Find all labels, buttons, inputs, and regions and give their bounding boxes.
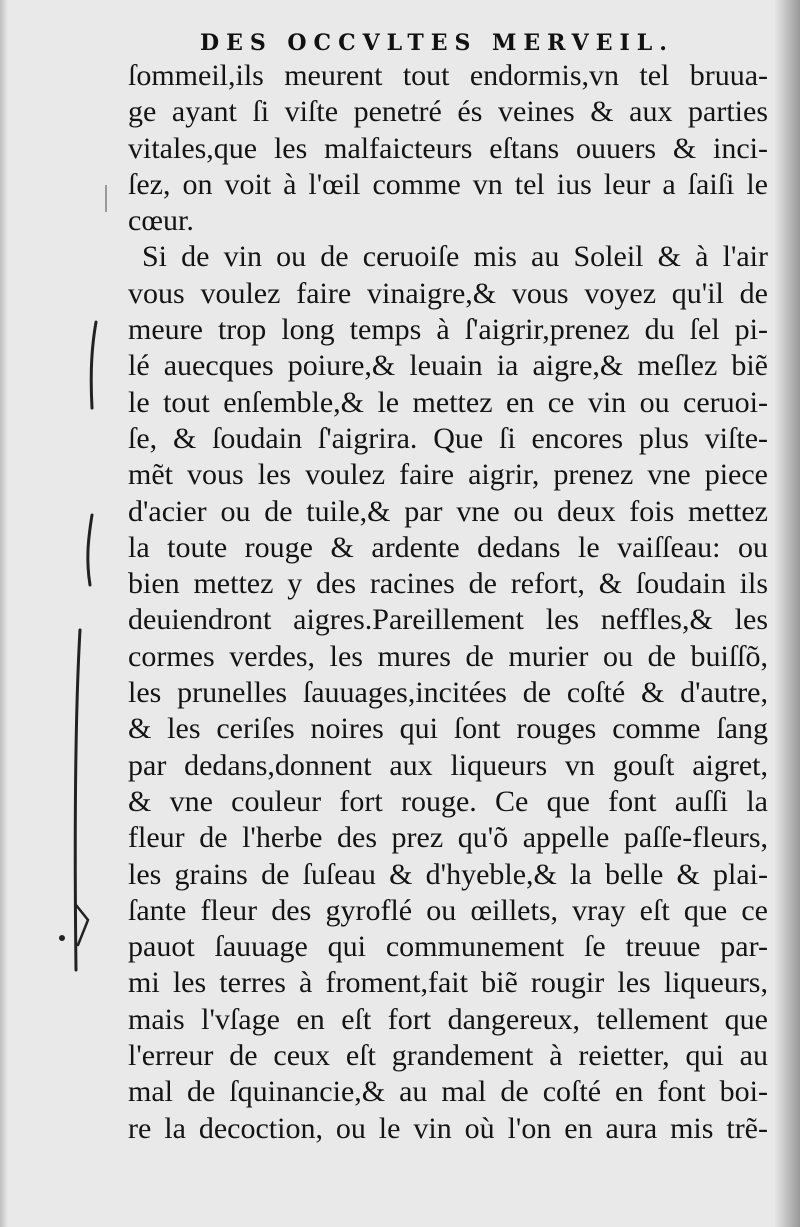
- text-line: la toute rouge & ardente dedans le vaiſſeau: ou: [128, 530, 768, 564]
- text-line: vitales,que les malfaicteurs eſtans ouuers & inci-: [128, 131, 768, 165]
- text-line: ſommeil,ils meurent tout endormis,vn tel bruua-: [128, 59, 768, 92]
- text-line: lé auecques poiure,& leuain ia aigre,& meſlez biẽ: [128, 349, 768, 383]
- text-line: par dedans,donnent aux liqueurs vn gouſt aigret,: [128, 748, 768, 782]
- text-line: mẽt vous les voulez faire aigrir, prenez vne piece: [128, 458, 768, 492]
- margin-bracket-upper: [91, 322, 96, 408]
- text-line: cœur.: [128, 204, 194, 238]
- text-line: fleur de l'herbe des prez qu'õ appelle paſſe-fleurs,: [128, 821, 768, 855]
- text-line: les prunelles ſauuages,incitées de coſté & d'autre,: [128, 676, 768, 710]
- text-line: deuiendront aigres.Pareillement les neffles,& les: [128, 603, 768, 637]
- margin-flourish: [76, 905, 88, 945]
- text-line: Si de vin ou de ceruoiſe mis au Soleil & à l'air: [142, 240, 768, 274]
- text-line: pauot ſauuage qui communement ſe treuue par-: [128, 930, 768, 964]
- margin-dot: [59, 935, 65, 941]
- text-line: ſez, on voit à l'œil comme vn tel ius leur a ſaiſi le: [128, 167, 768, 201]
- text-line: l'erreur de ceux eſt grandement à reietter, qui au: [128, 1039, 768, 1073]
- text-line: mi les terres à froment,fait biẽ rougir les liqueurs,: [128, 966, 768, 1000]
- text-line: bien mettez y des racines de refort, & ſoudain ils: [128, 567, 768, 601]
- text-line: cormes verdes, les mures de murier ou de buiſſõ,: [128, 639, 768, 673]
- text-line: ſe, & ſoudain ſ'aigrira. Que ſi encores plus viſte-: [128, 421, 768, 455]
- body-text: [128, 58, 768, 1147]
- text-line: d'acier ou de tuile,& par vne ou deux fois mettez: [128, 494, 768, 528]
- text-line: ge ayant ſi viſte penetré és veines & aux parties: [128, 95, 768, 129]
- margin-annotation-marks: [0, 0, 130, 1227]
- gutter-shadow: [774, 0, 800, 1227]
- text-line: les grains de ſuſeau & d'hyeble,& la belle & plai-: [128, 857, 768, 891]
- margin-bracket-middle: [88, 515, 92, 585]
- text-line: meure trop long temps à ſ'aigrir,prenez du ſel pi-: [128, 313, 768, 347]
- text-line: vous voulez faire vinaigre,& vous voyez qu'il de: [128, 276, 768, 310]
- text-line: ſante fleur des gyroflé ou œillets, vray eſt que ce: [128, 893, 768, 927]
- text-line: mal de ſquinancie,& au mal de coſté en font boi-: [128, 1075, 768, 1109]
- margin-bracket-lower: [75, 630, 80, 970]
- text-line: & vne couleur fort rouge. Ce que font auſſi la: [128, 784, 768, 818]
- running-head: DES OCCVLTES MERVEIL.: [200, 30, 674, 56]
- text-line: & les ceriſes noires qui ſont rouges comme ſang: [128, 712, 768, 746]
- text-line: le tout enſemble,& le mettez en ce vin ou ceruoi-: [128, 385, 768, 419]
- text-line: mais l'vſage en eſt fort dangereux, tellement que: [128, 1002, 768, 1036]
- text-line: re la decoction, ou le vin où l'on en aura mis trẽ-: [128, 1111, 768, 1145]
